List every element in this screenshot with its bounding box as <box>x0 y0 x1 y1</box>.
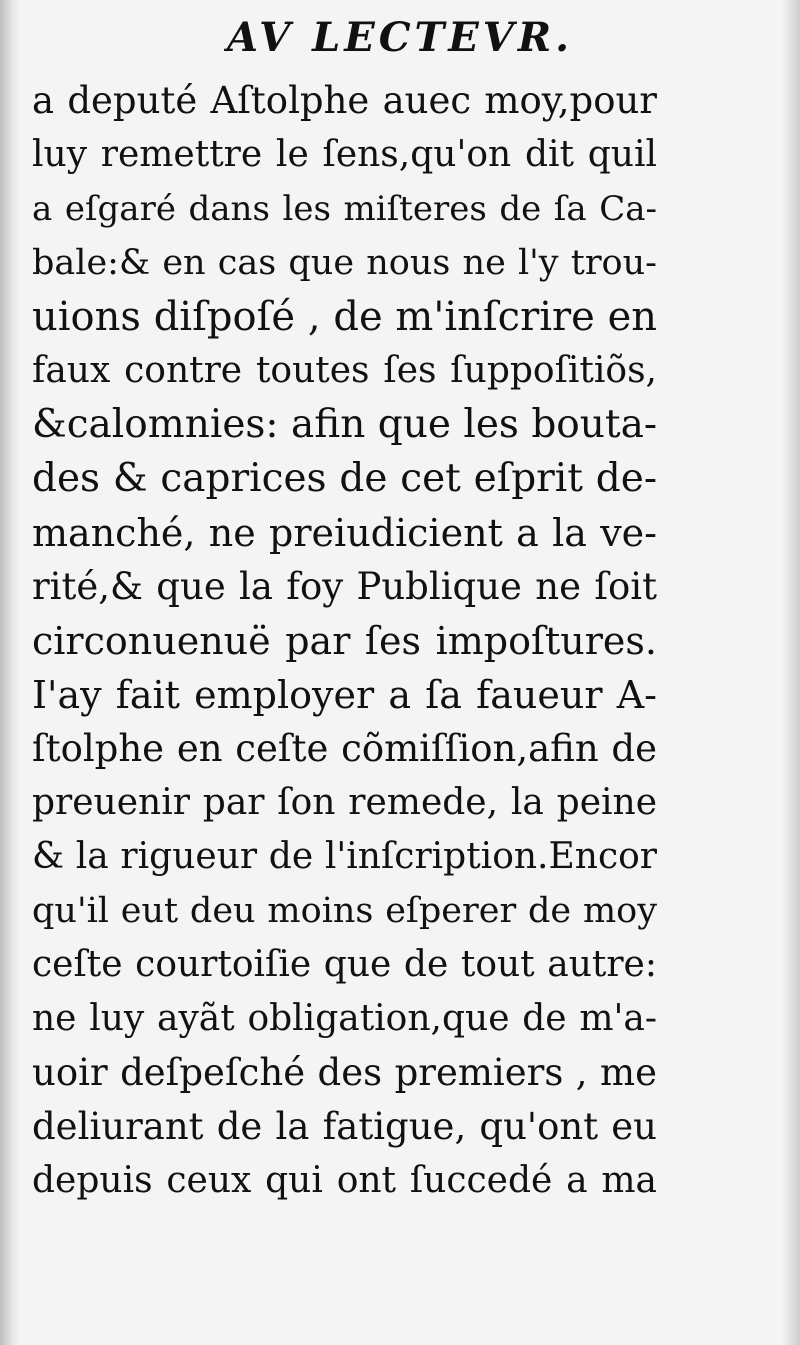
text-line: circonuenuë par ſes impoſtures. <box>32 619 657 663</box>
text-line: manché, ne preiudicient a la ve- <box>32 511 657 555</box>
text-line: uions diſpoſé , de m'inſcrire en <box>32 294 657 340</box>
page-gutter-shadow <box>0 0 20 1345</box>
text-line: bale:& en cas que nous ne l'y trou- <box>32 243 657 283</box>
text-line: deliurant de la fatigue, qu'ont eu <box>32 1105 657 1148</box>
text-line: & la rigueur de l'inſcription.Encor <box>32 836 657 877</box>
text-line: rité,& que la foy Publique ne ſoit <box>32 565 657 608</box>
text-line: depuis ceux qui ont ſuccedé a ma <box>32 1160 657 1201</box>
text-line: ſtolphe en ceſte cõmiſſion,afin de <box>32 727 657 770</box>
text-line: faux contre toutes ſes ſuppoſitiõs, <box>32 350 657 391</box>
text-line: a eſgaré dans les miſteres de ſa Ca- <box>32 189 657 229</box>
text-line: ne luy ayãt obligation,que de m'a- <box>32 998 657 1039</box>
text-line: luy remettre le ſens,qu'on dit quil <box>32 134 657 175</box>
text-line: des & caprices de cet eſprit de- <box>32 456 657 501</box>
text-line: preuenir par ſon remede, la peine <box>32 782 657 823</box>
text-line: I'ay fait employer a ſa faueur A- <box>32 673 657 717</box>
body-text <box>32 74 657 1208</box>
text-line: qu'il eut deu moins eſperer de moy <box>32 891 657 931</box>
text-line: ceſte courtoiſie que de tout autre: <box>32 944 657 985</box>
page-edge <box>782 0 800 1345</box>
text-line: uoir deſpeſché des premiers , me <box>32 1051 657 1094</box>
text-line: a deputé Aſtolphe auec moy,pour <box>32 79 657 122</box>
text-line: &calomnies: afin que les bouta- <box>32 402 657 447</box>
running-head: AV LECTEVR. <box>227 14 573 61</box>
